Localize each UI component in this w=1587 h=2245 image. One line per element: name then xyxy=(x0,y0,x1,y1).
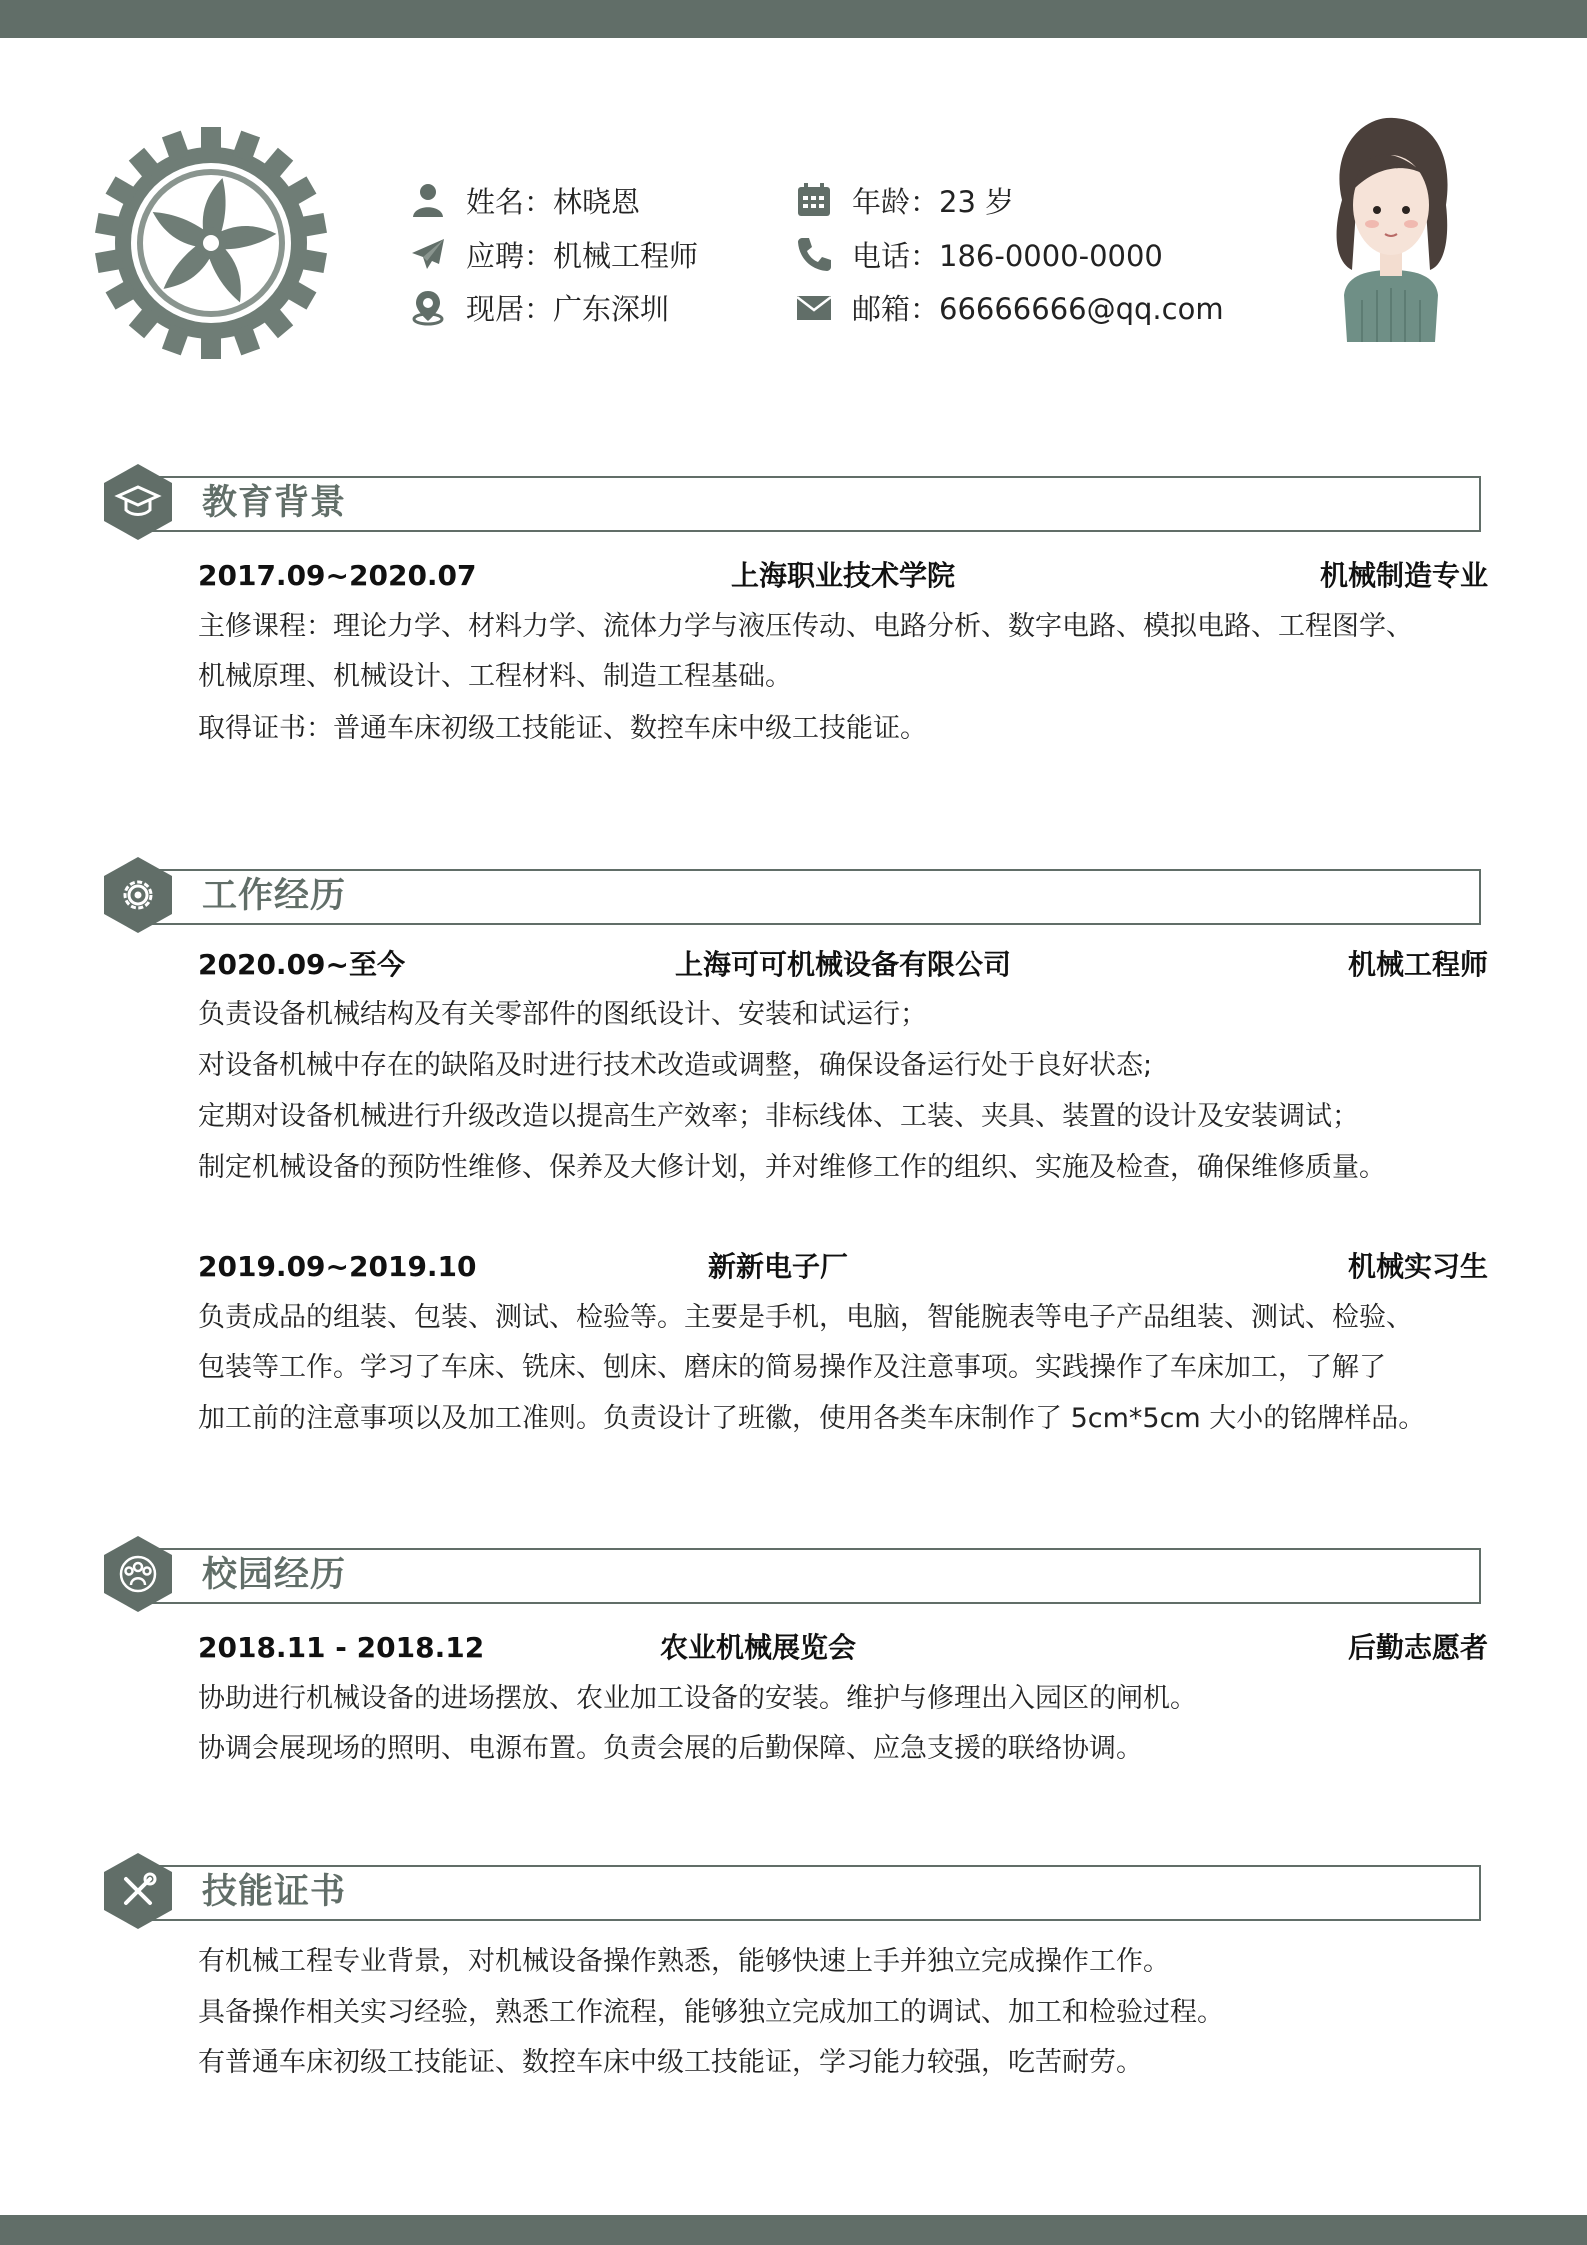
email-text: 邮箱：66666666@qq.com xyxy=(852,291,1224,326)
gear-logo-icon xyxy=(93,125,329,361)
location-row xyxy=(408,287,669,327)
settings-gear-icon xyxy=(102,855,174,935)
work-entry xyxy=(198,1247,1488,1287)
entry-org: 新新电子厂 xyxy=(707,1250,848,1283)
section-skills xyxy=(102,1851,1483,1925)
campus-line: 协助进行机械设备的进场摆放、农业加工设备的安装。维护与修理出入园区的闸机。 xyxy=(198,1683,1197,1714)
education-entry xyxy=(198,556,1488,596)
education-line: 主修课程：理论力学、材料力学、流体力学与液压传动、电路分析、数字电路、模拟电路、工程图学、 xyxy=(198,611,1413,642)
entry-org: 农业机械展览会 xyxy=(659,1631,856,1664)
education-line: 取得证书：普通车床初级工技能证、数控车床中级工技能证。 xyxy=(198,713,927,744)
section-campus xyxy=(102,1534,1483,1608)
age-row xyxy=(794,180,1014,220)
entry-role: 后勤志愿者 xyxy=(1347,1631,1488,1664)
top-color-bar xyxy=(0,0,1587,38)
skills-line: 有普通车床初级工技能证、数控车床中级工技能证，学习能力较强，吃苦耐劳。 xyxy=(198,2047,1143,2078)
tools-icon xyxy=(102,1851,174,1931)
people-group-icon xyxy=(102,1534,174,1614)
campus-line: 协调会展现场的照明、电源布置。负责会展的后勤保障、应急支援的联络协调。 xyxy=(198,1733,1143,1764)
section-work xyxy=(102,855,1483,929)
entry-role: 机械工程师 xyxy=(1347,948,1488,981)
job-row xyxy=(408,234,698,274)
location-text: 现居：广东深圳 xyxy=(466,291,670,326)
education-line: 机械原理、机械设计、工程材料、制造工程基础。 xyxy=(198,661,792,692)
email-row xyxy=(794,287,1224,327)
calendar-icon xyxy=(794,180,834,220)
entry-date: 2017.09~2020.07 xyxy=(198,559,477,592)
section-title: 教育背景 xyxy=(202,483,347,523)
work-line: 负责成品的组装、包装、测试、检验等。主要是手机，电脑，智能腕表等电子产品组装、测试、检验、 xyxy=(198,1302,1413,1333)
phone-text: 电话：186-0000-0000 xyxy=(852,238,1163,273)
entry-org: 上海职业技术学院 xyxy=(730,559,955,592)
entry-date: 2018.11 - 2018.12 xyxy=(198,1631,485,1664)
person-icon xyxy=(408,180,448,220)
skills-line: 有机械工程专业背景，对机械设备操作熟悉，能够快速上手并独立完成操作工作。 xyxy=(198,1946,1170,1977)
work-entry xyxy=(198,945,1488,985)
age-text: 年龄：23 岁 xyxy=(852,184,1015,219)
section-education xyxy=(102,462,1483,536)
entry-role: 机械制造专业 xyxy=(1319,559,1488,592)
paper-plane-icon xyxy=(408,234,448,274)
entry-role: 机械实习生 xyxy=(1347,1250,1488,1283)
graduation-cap-icon xyxy=(102,462,174,542)
name-text: 姓名：林晓恩 xyxy=(466,184,641,219)
phone-row xyxy=(794,234,1163,274)
bottom-color-bar xyxy=(0,2215,1587,2245)
campus-entry xyxy=(198,1628,1488,1668)
name-row xyxy=(408,180,640,220)
section-title: 工作经历 xyxy=(202,876,347,916)
section-title: 技能证书 xyxy=(202,1872,347,1912)
skills-line: 具备操作相关实习经验，熟悉工作流程，能够独立完成加工的调试、加工和检验过程。 xyxy=(198,1997,1224,2028)
entry-date: 2019.09~2019.10 xyxy=(198,1250,477,1283)
work-line: 定期对设备机械进行升级改造以提高生产效率；非标线体、工装、夹具、装置的设计及安装调试； xyxy=(198,1101,1359,1132)
work-line: 包装等工作。学习了车床、铣床、刨床、磨床的简易操作及注意事项。实践操作了车床加工，了解了 xyxy=(198,1352,1386,1383)
avatar xyxy=(1322,110,1460,342)
phone-icon xyxy=(794,234,834,274)
location-pin-icon xyxy=(408,287,448,327)
work-line: 制定机械设备的预防性维修、保养及大修计划，并对维修工作的组织、实施及检查，确保维修质量。 xyxy=(198,1152,1386,1183)
entry-date: 2020.09~至今 xyxy=(198,948,405,981)
entry-org: 上海可可机械设备有限公司 xyxy=(674,948,1011,981)
section-title: 校园经历 xyxy=(202,1555,347,1595)
work-line: 对设备机械中存在的缺陷及时进行技术改造或调整，确保设备运行处于良好状态; xyxy=(198,1050,1153,1081)
work-line: 负责设备机械结构及有关零部件的图纸设计、安装和试运行； xyxy=(198,999,927,1030)
envelope-icon xyxy=(794,287,834,327)
job-text: 应聘：机械工程师 xyxy=(466,238,699,273)
work-line: 加工前的注意事项以及加工准则。负责设计了班徽，使用各类车床制作了 5cm*5cm 大小的铭牌样品。 xyxy=(198,1403,1426,1434)
